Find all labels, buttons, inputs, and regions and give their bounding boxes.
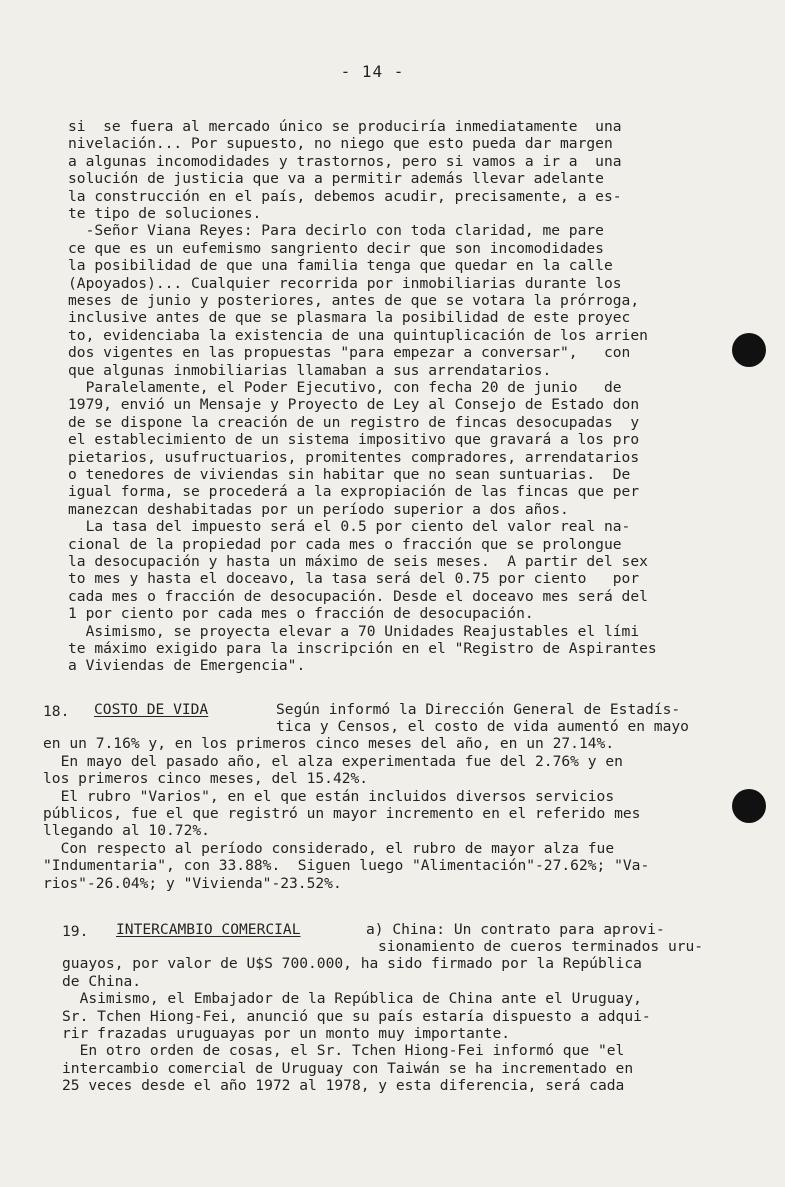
text-line: manezcan deshabitadas por un período superior a dos años. xyxy=(68,500,569,518)
text-line: intercambio comercial de Uruguay con Taiwán se ha incrementado en xyxy=(62,1059,634,1077)
text-line: En mayo del pasado año, el alza experimentada fue del 2.76% y en xyxy=(43,752,623,770)
text-line: Sr. Tchen Hiong-Fei, anunció que su país estaría dispuesto a adqui- xyxy=(62,1007,651,1025)
punch-hole-top xyxy=(732,333,766,367)
text-line: nivelación... Por supuesto, no niego que esto pueda dar margen xyxy=(68,135,613,153)
text-line: a Viviendas de Emergencia". xyxy=(68,657,306,675)
text-line: "Indumentaria", con 33.88%. Siguen luego "Alimentación"-27.62%; "Va- xyxy=(43,857,650,875)
text-line: la desocupación y hasta un máximo de seis meses. A partir del sex xyxy=(68,553,648,570)
text-line: Asimismo, el Embajador de la República de China ante el Uruguay, xyxy=(62,990,642,1008)
text-line: En otro orden de cosas, el Sr. Tchen Hiong-Fei informó que "el xyxy=(62,1042,625,1060)
text-line: cional de la propiedad por cada mes o fracción que se prolongue xyxy=(68,535,622,553)
text-line: la construcción en el país, debemos acudir, precisamente, a es- xyxy=(68,187,622,205)
text-line: si se fuera al mercado único se produciría inmediatamente una xyxy=(68,118,622,135)
text-line: Paralelamente, el Poder Ejecutivo, con fecha 20 de junio de xyxy=(68,379,622,396)
text-line: de China. xyxy=(62,972,142,990)
text-line: te tipo de soluciones. xyxy=(68,205,262,222)
text-line: tica y Censos, el costo de vida aumentó en mayo xyxy=(276,718,689,735)
section-18-first-line: Según informó la Dirección General de Estadís- xyxy=(276,701,681,718)
text-line: cada mes o fracción de desocupación. Desde el doceavo mes será del xyxy=(68,587,648,605)
text-line: dos vigentes en las propuestas "para empezar a conversar", con xyxy=(68,344,631,362)
text-line: llegando al 10.72%. xyxy=(43,822,210,840)
text-line: el establecimiento de un sistema impositivo que gravará a los pro xyxy=(68,431,640,449)
text-line: que algunas inmobiliarias llamaban a sus arrendatarios. xyxy=(68,361,552,379)
text-line: rios"-26.04%; y "Vivienda"-23.52%. xyxy=(43,874,342,892)
section-18-number: 18. xyxy=(43,703,70,720)
text-line: solución de justicia que va a permitir además llevar adelante xyxy=(68,170,604,188)
text-line: (Apoyados)... Cualquier recorrida por inmobiliarias durante los xyxy=(68,274,622,292)
section-19-number: 19. xyxy=(62,923,89,940)
text-line: te máximo exigido para la inscripción en el "Registro de Aspirantes xyxy=(68,640,657,657)
text-line: rir frazadas uruguayas por un monto muy importante. xyxy=(62,1025,511,1042)
text-line: 25 veces desde el año 1972 al 1978, y esta diferencia, será cada xyxy=(62,1077,625,1095)
section-19-first-line: a) China: Un contrato para aprovi- xyxy=(366,921,665,938)
section-19-title: INTERCAMBIO COMERCIAL xyxy=(116,921,301,938)
punch-hole-bottom xyxy=(732,789,766,823)
text-line: Asimismo, se proyecta elevar a 70 Unidades Reajustables el lími xyxy=(68,622,640,640)
text-line: La tasa del impuesto será el 0.5 por ciento del valor real na- xyxy=(68,518,631,536)
text-line: a algunas incomodidades y trastornos, pero si vamos a ir a una xyxy=(68,152,622,170)
text-line: públicos, fue el que registró un mayor incremento en el referido mes xyxy=(43,805,641,822)
text-line: o tenedores de viviendas sin habitar que no sean suntuarias. De xyxy=(68,466,631,483)
section-18-title: COSTO DE VIDA xyxy=(94,701,209,718)
text-line: to, evidenciaba la existencia de una quintuplicación de los arrien xyxy=(68,326,648,344)
text-line: los primeros cinco meses, del 15.42%. xyxy=(43,770,369,788)
text-line: sionamiento de cueros terminados uru- xyxy=(378,938,704,955)
text-line: 1979, envió un Mensaje y Proyecto de Ley al Consejo de Estado don xyxy=(68,396,640,414)
text-line: ce que es un eufemismo sangriento decir que son incomodidades xyxy=(68,239,604,257)
page-number: - 14 - xyxy=(340,62,405,81)
text-line: El rubro "Varios", en el que están incluidos diversos servicios xyxy=(43,787,615,805)
text-line: Con respecto al período considerado, el rubro de mayor alza fue xyxy=(43,839,615,857)
text-line: meses de junio y posteriores, antes de que se votara la prórroga, xyxy=(68,292,640,309)
text-line: de se dispone la creación de un registro de fincas desocupadas y xyxy=(68,413,640,431)
text-line: guayos, por valor de U$S 700.000, ha sido firmado por la República xyxy=(62,955,642,973)
text-line: -Señor Viana Reyes: Para decirlo con toda claridad, me pare xyxy=(68,222,604,240)
text-line: en un 7.16% y, en los primeros cinco meses del año, en un 27.14%. xyxy=(43,735,615,753)
text-line: inclusive antes de que se plasmara la posibilidad de este proyec xyxy=(68,309,631,327)
text-line: igual forma, se procederá a la expropiación de las fincas que per xyxy=(68,483,640,501)
text-line: la posibilidad de que una familia tenga que quedar en la calle xyxy=(68,257,613,275)
text-line: pietarios, usufructuarios, promitentes compradores, arrendatarios xyxy=(68,448,640,466)
text-line: to mes y hasta el doceavo, la tasa será del 0.75 por ciento por xyxy=(68,570,640,588)
text-line: 1 por ciento por cada mes o fracción de desocupación. xyxy=(68,605,534,623)
